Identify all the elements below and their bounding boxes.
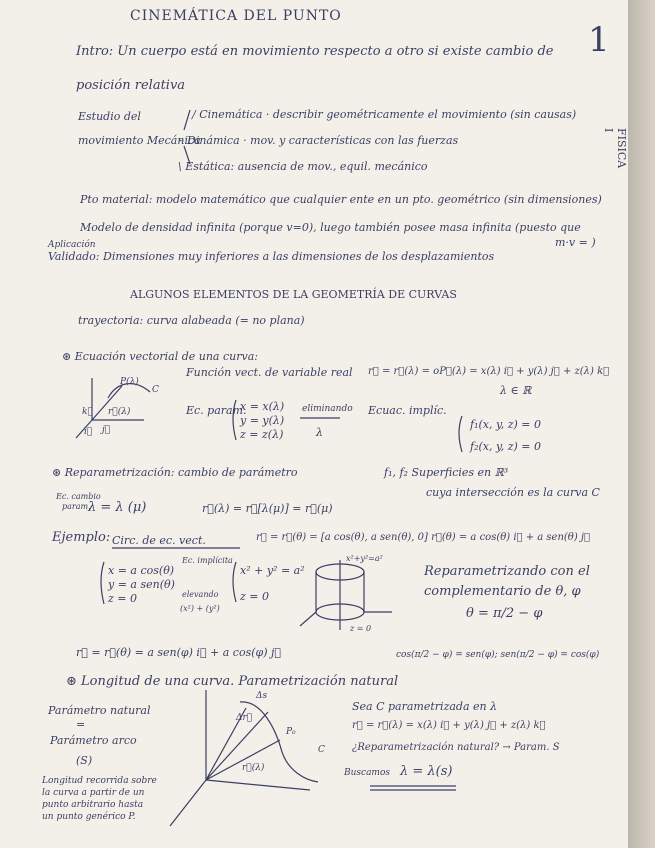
validado-line: Validado: Dimensiones muy inferiores a las dimensiones de los desplazamientos	[48, 250, 495, 263]
param-x: x = x(λ)	[240, 400, 285, 413]
param-natural-label: Parámetro natural	[48, 704, 151, 717]
lambda-real: λ ∈ ℝ	[500, 384, 532, 397]
equals-sign: =	[76, 718, 86, 731]
longitud-desc-3: punto arbitrario hasta	[42, 800, 144, 810]
p0-label: P₀	[286, 727, 296, 737]
implicit-circ-brace	[233, 562, 236, 602]
aplicacion-label: Aplicación	[48, 240, 96, 250]
lambda-s: λ = λ(s)	[400, 764, 453, 779]
ec-implicita-label: Ecuac. implíc.	[368, 404, 447, 417]
cylinder-eq: x²+y²=a²	[346, 554, 383, 563]
dinamica-line: – Dinámica · mov. y características con las fuerzas	[178, 134, 459, 147]
intro-line-2: posición relativa	[76, 78, 186, 93]
page-number: 1	[588, 20, 610, 60]
k-label: k⃗	[82, 407, 93, 417]
x2y2-eq: x² + y² = a²	[240, 564, 305, 577]
f2-eq: f₂(x, y, z) = 0	[470, 440, 542, 453]
estatica-line: \ Estática: ausencia de mov., equil. mecánico	[178, 160, 428, 173]
reparametrizando-line: Reparametrizando con el	[424, 564, 590, 579]
r-label: r⃗(λ)	[108, 407, 131, 417]
subject-tag: FISICA I	[602, 128, 628, 169]
param-z: z = z(λ)	[240, 428, 284, 441]
delta-r-label: Δr⃗	[236, 713, 253, 723]
estudio-label-1: Estudio del	[78, 110, 141, 123]
f1-eq: f₁(x, y, z) = 0	[470, 418, 542, 431]
j-label: j⃗	[102, 425, 111, 435]
estudio-label-2: movimiento Mecánica	[78, 134, 201, 147]
ec-cambio-label: Ec. cambio	[56, 492, 101, 501]
longitud-desc-4: un punto genérico P.	[42, 812, 136, 822]
ecuacion-heading: ⊛ Ecuación vectorial de una curva:	[62, 350, 258, 363]
len-y-axis	[206, 780, 310, 790]
modelo-line-end: m·v = )	[555, 236, 596, 249]
circ-y: y = a sen(θ)	[108, 578, 175, 591]
curve-c-label: C	[318, 745, 325, 755]
param-brace	[233, 400, 236, 440]
r-general-eq: r⃗ = r⃗(λ) = x(λ) i⃗ + y(λ) j⃗ + z(λ) k⃗	[352, 720, 546, 731]
ec-param-label: Ec. param.	[186, 404, 247, 417]
implicit-brace	[459, 416, 462, 452]
r-lambda-mu: r⃗(λ) = r⃗[λ(μ)] = r⃗(μ)	[202, 502, 333, 515]
elevando-label: elevando	[182, 590, 219, 599]
i-label: i⃗	[84, 427, 93, 437]
funcion-line: Función vect. de variable real	[186, 366, 353, 379]
arc-length-diagram	[170, 690, 325, 826]
interseccion-line: cuya intersección es la curva C	[426, 486, 600, 499]
circ-x: x = a cos(θ)	[108, 564, 175, 577]
circ-z: z = 0	[108, 592, 138, 605]
longitud-desc-2: la curva a partir de un	[42, 788, 145, 798]
param-arco-label: Parámetro arco	[50, 734, 137, 747]
circ-equation: r⃗ = r⃗(θ) = [a cos(θ), a sen(θ), 0] r⃗(θ) = a cos(θ) i⃗ + a sen(θ) j⃗	[256, 532, 590, 543]
trayectoria-line: trayectoria: curva alabeada (= no plana)	[78, 314, 305, 327]
section-heading: ALGUNOS ELEMENTOS DE LA GEOMETRÍA DE CURVAS	[130, 288, 457, 301]
cylinder-z: z = 0	[350, 624, 372, 633]
modelo-line: Modelo de densidad infinita (porque v=0), luego también posee masa infinita (puesto que	[80, 221, 581, 234]
s-label: (S)	[76, 754, 93, 767]
page-title: CINEMÁTICA DEL PUNTO	[130, 8, 342, 24]
param-y: y = y(λ)	[240, 414, 285, 427]
vector-equation: r⃗ = r⃗(λ) = oP⃗(λ) = x(λ) i⃗ + y(λ) j⃗ + z(λ) k⃗	[368, 366, 610, 377]
r-theta-eq: r⃗ = r⃗(θ) = a sen(φ) i⃗ + a cos(φ) j⃗	[76, 646, 282, 659]
buscamos-label: Buscamos	[344, 768, 391, 778]
cylinder-diagram	[300, 560, 392, 630]
p-label: P(λ)	[120, 377, 139, 387]
lambda-s-underline	[370, 786, 456, 790]
intro-line-1: Intro: Un cuerpo está en movimiento respecto a otro si existe cambio de	[76, 44, 554, 59]
circ-brace	[101, 562, 104, 604]
superficies-line: f₁, f₂ Superficies en ℝ³	[384, 466, 509, 479]
theta-phi: θ = π/2 − φ	[466, 606, 543, 621]
vector-curve-diagram	[76, 376, 159, 438]
reparam-heading: ⊛ Reparametrización: cambio de parámetro	[52, 466, 298, 479]
z0-eq: z = 0	[240, 590, 270, 603]
lambda-mu: λ = λ (μ)	[88, 500, 147, 515]
c-label: C	[152, 385, 159, 395]
complementario-line: complementario de θ, φ	[424, 584, 581, 599]
eliminando-label: eliminando	[302, 404, 353, 414]
page-edge	[628, 0, 655, 848]
longitud-desc-1: Longitud recorrida sobre	[42, 776, 157, 786]
cuadrado-label: (x²) + (y²)	[180, 604, 220, 613]
reparam-question: ¿Reparametrización natural? → Param. S	[352, 742, 560, 753]
delta-s-label: Δs	[256, 691, 268, 701]
param-label: param.	[62, 502, 91, 511]
longitud-heading: ⊛ Longitud de una curva. Parametrización natural	[66, 674, 399, 689]
ec-implicita-small: Ec. implícita	[182, 556, 233, 565]
ejemplo-label: Ejemplo:	[52, 530, 111, 545]
r-lambda-label: r⃗(λ)	[242, 763, 265, 773]
mecanica-brace	[184, 110, 190, 164]
sea-c-line: Sea C parametrizada en λ	[352, 700, 498, 713]
lambda-small: λ	[316, 426, 323, 439]
circ-label: Circ. de ec. vect.	[112, 534, 206, 547]
cinematica-line: / Cinemática · describir geométricamente el movimiento (sin causas)	[192, 108, 577, 121]
cos-identity: cos(π/2 − φ) = sen(φ); sen(π/2 − φ) = cos(φ)	[396, 650, 600, 660]
pto-material-line: Pto material: modelo matemático que cualquier ente en un pto. geométrico (sin dimensiones)	[80, 193, 602, 206]
len-x-axis	[170, 780, 206, 826]
